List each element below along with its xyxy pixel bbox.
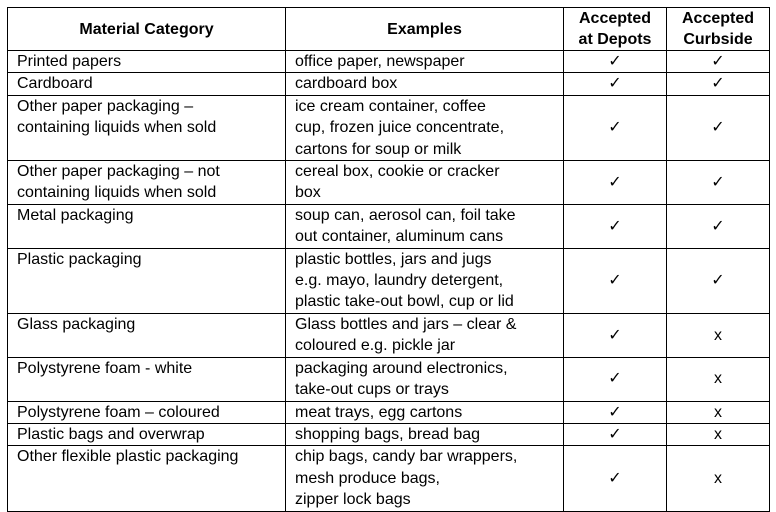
examples-cell: cardboard box xyxy=(286,73,564,95)
examples-cell: meat trays, egg cartons xyxy=(286,401,564,423)
category-cell: Plastic bags and overwrap xyxy=(8,423,286,445)
header-examples: Examples xyxy=(286,8,564,51)
category-cell: Metal packaging xyxy=(8,204,286,248)
examples-cell: cereal box, cookie or cracker box xyxy=(286,161,564,205)
curbside-x-icon: x xyxy=(667,313,770,357)
table-row xyxy=(8,51,770,73)
table-header xyxy=(8,8,770,51)
table-row xyxy=(8,446,770,511)
examples-cell: shopping bags, bread bag xyxy=(286,423,564,445)
depots-check-icon: ✓ xyxy=(564,161,667,205)
header-accepted-curbside: Accepted Curbside xyxy=(667,8,770,51)
curbside-check-icon: ✓ xyxy=(667,204,770,248)
category-cell: Glass packaging xyxy=(8,313,286,357)
depots-check-icon: ✓ xyxy=(564,51,667,73)
depots-check-icon: ✓ xyxy=(564,357,667,401)
category-cell: Other paper packaging – containing liquids when sold xyxy=(8,95,286,160)
category-cell: Cardboard xyxy=(8,73,286,95)
table-row xyxy=(8,73,770,95)
category-cell: Polystyrene foam - white xyxy=(8,357,286,401)
examples-cell: soup can, aerosol can, foil take out container, aluminum cans xyxy=(286,204,564,248)
curbside-x-icon: x xyxy=(667,446,770,511)
category-cell: Polystyrene foam – coloured xyxy=(8,401,286,423)
recycling-acceptance-table xyxy=(7,7,770,512)
header-row xyxy=(8,8,770,51)
category-cell: Other paper packaging – not containing liquids when sold xyxy=(8,161,286,205)
table-row xyxy=(8,95,770,160)
examples-cell: plastic bottles, jars and jugs e.g. mayo, laundry detergent, plastic take-out bowl, cup or lid xyxy=(286,248,564,313)
curbside-check-icon: ✓ xyxy=(667,73,770,95)
examples-cell: ice cream container, coffee cup, frozen juice concentrate, cartons for soup or milk xyxy=(286,95,564,160)
examples-cell: Glass bottles and jars – clear & coloured e.g. pickle jar xyxy=(286,313,564,357)
table-row xyxy=(8,161,770,205)
table-row xyxy=(8,357,770,401)
table-row xyxy=(8,204,770,248)
depots-check-icon: ✓ xyxy=(564,248,667,313)
category-cell: Printed papers xyxy=(8,51,286,73)
depots-check-icon: ✓ xyxy=(564,313,667,357)
examples-cell: chip bags, candy bar wrappers, mesh produce bags, zipper lock bags xyxy=(286,446,564,511)
curbside-check-icon: ✓ xyxy=(667,51,770,73)
header-material-category: Material Category xyxy=(8,8,286,51)
depots-check-icon: ✓ xyxy=(564,401,667,423)
header-accepted-at-depots: Accepted at Depots xyxy=(564,8,667,51)
table-body xyxy=(8,51,770,512)
examples-cell: office paper, newspaper xyxy=(286,51,564,73)
table-row xyxy=(8,401,770,423)
curbside-check-icon: ✓ xyxy=(667,95,770,160)
table-row xyxy=(8,248,770,313)
table-row xyxy=(8,423,770,445)
category-cell: Other flexible plastic packaging xyxy=(8,446,286,511)
category-cell: Plastic packaging xyxy=(8,248,286,313)
depots-check-icon: ✓ xyxy=(564,204,667,248)
depots-check-icon: ✓ xyxy=(564,95,667,160)
depots-check-icon: ✓ xyxy=(564,423,667,445)
curbside-check-icon: ✓ xyxy=(667,161,770,205)
examples-cell: packaging around electronics, take-out cups or trays xyxy=(286,357,564,401)
depots-check-icon: ✓ xyxy=(564,73,667,95)
table-row xyxy=(8,313,770,357)
curbside-x-icon: x xyxy=(667,401,770,423)
curbside-x-icon: x xyxy=(667,423,770,445)
curbside-check-icon: ✓ xyxy=(667,248,770,313)
depots-check-icon: ✓ xyxy=(564,446,667,511)
curbside-x-icon: x xyxy=(667,357,770,401)
